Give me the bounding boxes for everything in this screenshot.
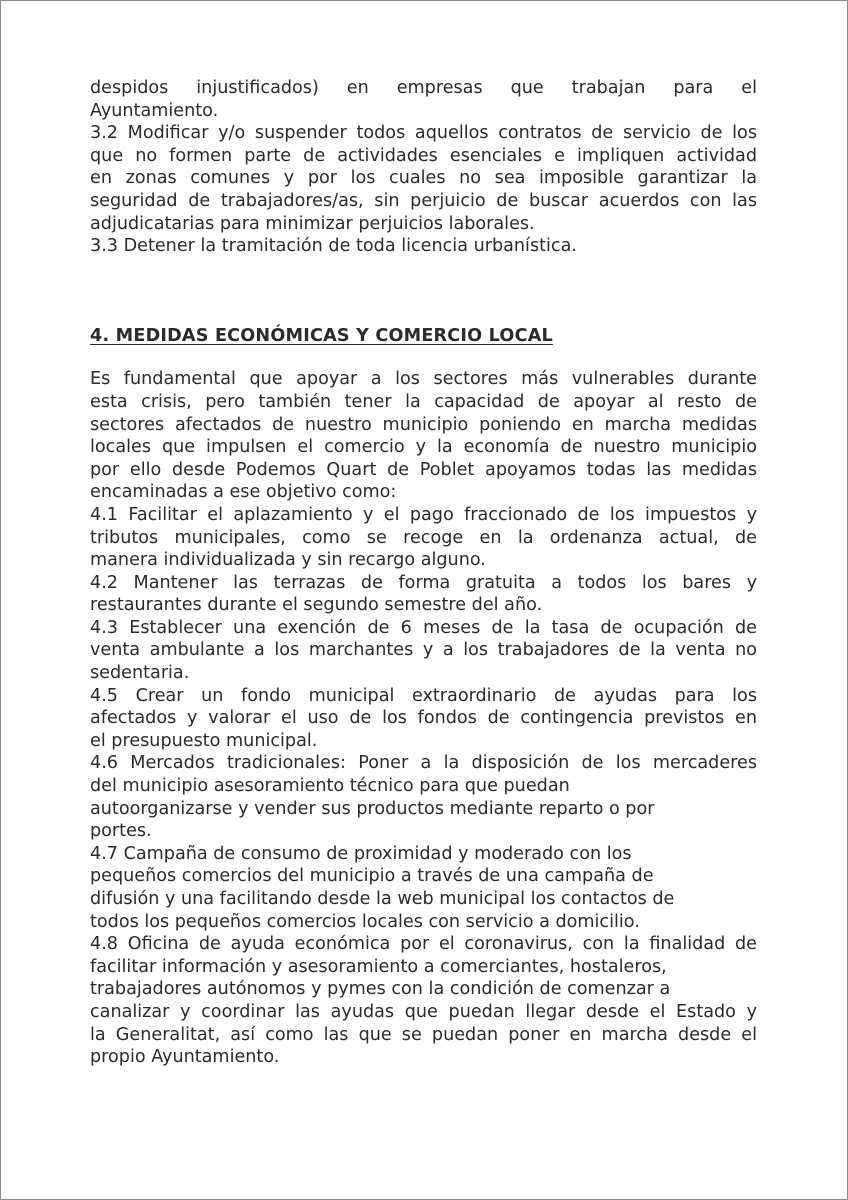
text-line: 3.3 Detener la tramitación de toda licencia urbanística. [90,236,577,257]
page-content [90,77,757,1069]
text-line: autoorganizarse y vender sus productos mediante reparto o por [90,798,655,819]
text-line: esta crisis, pero también tener la capacidad de apoyar al resto de [90,391,757,412]
text-line: facilitar información y asesoramiento a comerciantes, hostaleros, [90,956,667,977]
text-line: 4.3 Establecer una exención de 6 meses de la tasa de ocupación de [90,617,757,638]
text-line: sedentaria. [90,663,190,684]
text-line: Ayuntamiento. [90,100,219,121]
heading-spacer [90,347,757,368]
text-line: 4.2 Mantener las terrazas de forma gratuita a todos los bares y [90,572,757,593]
section-heading: 4. MEDIDAS ECONÓMICAS Y COMERCIO LOCAL [90,325,553,346]
text-line: tributos municipales, como se recoge en la ordenanza actual, de [90,527,757,548]
text-line: portes. [90,821,152,842]
text-line: 4.6 Mercados tradicionales: Poner a la disposición de los mercaderes [90,753,757,774]
text-line: del municipio asesoramiento técnico para que puedan [90,776,570,797]
text-line: trabajadores autónomos y pymes con la condición de comenzar a [90,979,671,1000]
text-line: afectados y valorar el uso de los fondos de contingencia previstos en [90,708,757,729]
text-line: en zonas comunes y por los cuales no sea imposible garantizar la [90,168,757,189]
text-line: el presupuesto municipal. [90,730,318,751]
text-line: por ello desde Podemos Quart de Poblet apoyamos todas las medidas [90,459,757,480]
text-line: Es fundamental que apoyar a los sectores más vulnerables durante [90,369,757,390]
text-line: restaurantes durante el segundo semestre del año. [90,595,543,616]
text-line: pequeños comercios del municipio a través de una campaña de [90,866,654,887]
text-line: difusión y una facilitando desde la web municipal los contactos de [90,889,675,909]
text-line: encaminadas a ese objetivo como: [90,482,397,503]
text-line: 4.7 Campaña de consumo de proximidad y moderado con los [90,843,632,864]
text-line: canalizar y coordinar las ayudas que puedan llegar desde el Estado y [90,1001,757,1022]
text-line: que no formen parte de actividades esenciales e impliquen actividad [90,145,757,166]
text-line: adjudicatarias para minimizar perjuicios laborales. [90,213,535,234]
text-line: seguridad de trabajadores/as, sin perjuicio de buscar acuerdos con las [90,190,757,211]
text-line: despidos injustificados) en empresas que trabajan para el [90,78,757,98]
text-line: 4.8 Oficina de ayuda económica por el coronavirus, con la finalidad de [90,934,757,955]
section-spacer [90,258,757,325]
text-line: 3.2 Modificar y/o suspender todos aquellos contratos de servicio de los [90,123,757,144]
text-line: 4.1 Facilitar el aplazamiento y el pago fraccionado de los impuestos y [90,504,757,525]
text-line: locales que impulsen el comercio y la economía de nuestro municipio [90,437,757,458]
text-line: 4.5 Crear un fondo municipal extraordinario de ayudas para los [90,685,757,706]
text-line: sectores afectados de nuestro municipio poniendo en marcha medidas [90,414,757,435]
text-line: la Generalitat, así como las que se puedan poner en marcha desde el [90,1024,757,1045]
text-line: manera individualizada y sin recargo alguno. [90,550,486,571]
text-line: propio Ayuntamiento. [90,1047,280,1068]
text-line: todos los pequeños comercios locales con servicio a domicilio. [90,911,640,932]
text-line: venta ambulante a los marchantes y a los trabajadores de la venta no [90,640,757,661]
